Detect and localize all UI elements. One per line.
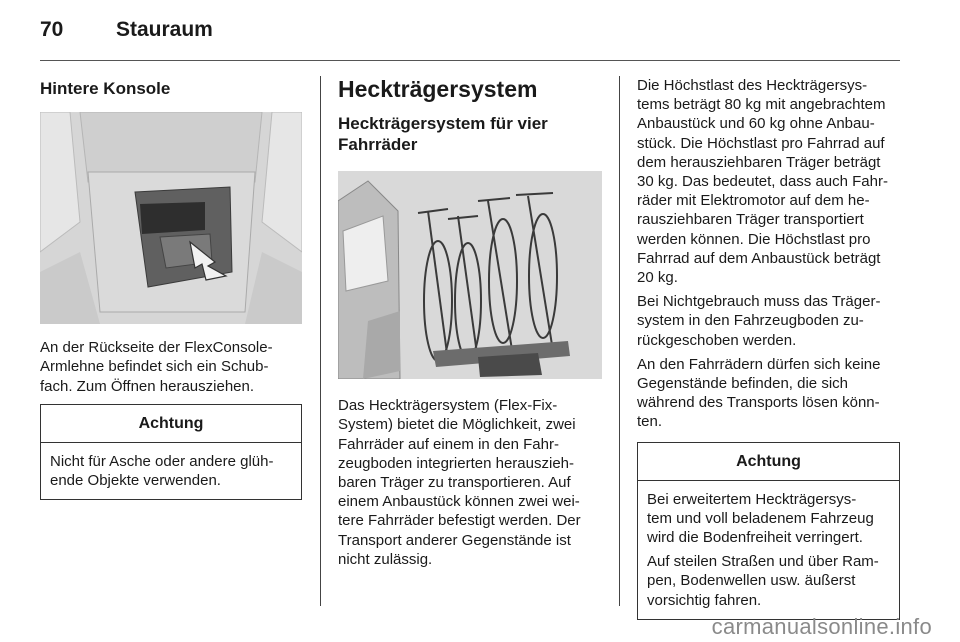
subheading-line: Heckträgersystem für vier	[338, 113, 548, 133]
caution-box-ground-clearance	[637, 442, 900, 620]
rear-console-illustration	[40, 112, 302, 324]
text-line: Transport anderer Gegenstände ist	[338, 531, 571, 549]
paragraph-max-load	[637, 76, 900, 287]
subheading-line: Fahrräder	[338, 134, 418, 154]
text-line: räder mit Elektromotor auf dem he-	[637, 192, 870, 210]
text-line: Anbaustück und 60 kg ohne Anbau-	[637, 115, 875, 133]
text-line: ende Objekte verwenden.	[50, 472, 221, 490]
column-divider-2	[619, 76, 620, 606]
text-line: fach. Zum Öffnen herausziehen.	[40, 377, 255, 395]
rear-console-text	[40, 338, 302, 396]
text-line: pen, Bodenwellen usw. äußerst	[647, 572, 856, 590]
text-line: Armlehne befindet sich ein Schub-	[40, 358, 269, 376]
text-line: werden können. Die Höchstlast pro	[637, 230, 871, 248]
text-line: Fahrräder auf einem in den Fahr-	[338, 435, 559, 453]
text-line: einem Anbaustück können zwei wei-	[338, 493, 580, 511]
text-line: Bei erweitertem Heckträgersys-	[647, 490, 857, 508]
column-load-limits	[637, 76, 900, 620]
text-line: system in den Fahrzeugboden zu-	[637, 312, 864, 330]
text-line: System) bietet die Möglichkeit, zwei	[338, 416, 576, 434]
text-line: baren Träger zu transportieren. Auf	[338, 473, 571, 491]
column-divider-1	[320, 76, 321, 606]
text-line: wird die Bodenfreiheit verringert.	[647, 529, 863, 547]
bike-carrier-illustration	[338, 171, 602, 379]
text-line: Die Höchstlast des Heckträgersys-	[637, 77, 868, 94]
text-line: vorsichtig fahren.	[647, 591, 762, 609]
subheading-four-bikes	[338, 113, 602, 156]
text-line: tem und voll beladenem Fahrzeug	[647, 509, 874, 527]
text-line: tere Fahrräder befestigt werden. Der	[338, 512, 581, 530]
text-line: Nicht für Asche oder andere glüh-	[50, 452, 274, 470]
header-rule	[40, 60, 900, 61]
text-line: 20 kg.	[637, 269, 678, 287]
paragraph-loose-items	[637, 355, 900, 432]
section-heading-bike-carrier: Heckträgersystem	[338, 76, 538, 102]
caution-box-ash	[40, 404, 302, 500]
text-line: Gegenstände befinden, die sich	[637, 375, 848, 393]
text-line: nicht zulässig.	[338, 550, 433, 568]
text-line: ten.	[637, 413, 663, 431]
text-line: stück. Die Höchstlast pro Fahrrad auf	[637, 134, 885, 152]
column-rear-console	[40, 76, 302, 500]
chapter-title: Stauraum	[116, 18, 213, 41]
caution-body	[638, 481, 899, 619]
text-line: An den Fahrrädern dürfen sich keine	[637, 355, 881, 373]
text-line: während des Transports lösen könn-	[637, 394, 880, 412]
bike-carrier-text	[338, 396, 602, 569]
column-bike-carrier	[338, 76, 602, 574]
page-header	[40, 18, 900, 58]
text-line: Fahrrad auf dem Anbaustück beträgt	[637, 249, 881, 267]
text-line: rückgeschoben werden.	[637, 331, 797, 349]
caution-body	[41, 443, 301, 499]
section-heading-rear-console: Hintere Konsole	[40, 79, 171, 98]
text-line: dem herausziehbaren Träger beträgt	[637, 153, 881, 171]
text-line: zeugboden integrierten herauszieh-	[338, 454, 574, 472]
text-line: rausziehbaren Träger transportiert	[637, 211, 864, 229]
caution-title: Achtung	[638, 443, 899, 481]
text-line: tems beträgt 80 kg mit angebrachtem	[637, 96, 886, 114]
caution-title: Achtung	[41, 405, 301, 443]
text-line: An der Rückseite der FlexConsole-	[40, 339, 273, 357]
page-number: 70	[40, 18, 64, 41]
paragraph-retract	[637, 292, 900, 350]
text-line: Auf steilen Straßen und über Ram-	[647, 553, 879, 571]
text-line: Das Heckträgersystem (Flex-Fix-	[338, 397, 558, 415]
text-line: 30 kg. Das bedeutet, dass auch Fahr-	[637, 173, 888, 191]
watermark: carmanualsonline.info	[711, 614, 932, 639]
text-line: Bei Nichtgebrauch muss das Träger-	[637, 293, 881, 311]
